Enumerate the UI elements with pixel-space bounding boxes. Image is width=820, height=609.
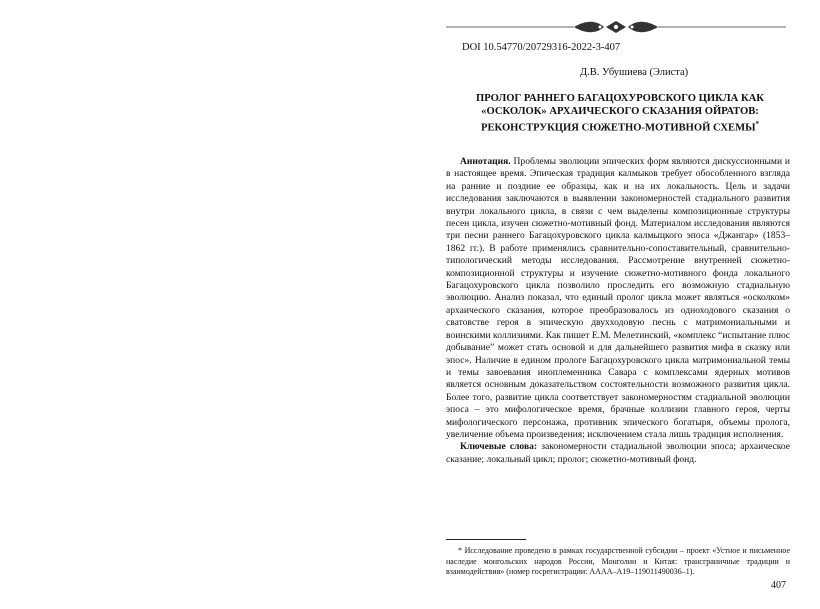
- doi-line[interactable]: DOI 10.54770/20729316-2022-3-407: [462, 42, 621, 53]
- decorative-header-ornament-icon: [446, 20, 786, 34]
- abstract-text: Проблемы эволюции эпических форм являются дискуссионными и в настоящее время. Эпическая традиция калмыков требует обособленного взгляда на ранние и поздние ее образцы, как и на их локальность. Цель и задачи исследования заключаются в выявлении закономерностей стадиального развития внутри локального цикла, в связи с чем выделены композиционные структуры песен цикла, изучен сюжетно-мотивный фонд. Материалом исследования являются три песни раннего Багацохуровского цикла калмыцкого эпоса «Джангар» (1853–1862 гг.). В работе применялись сравнительно-сопоставительный, сравнительно-типологический методы исследования. Рассмотрение внутренней сюжетно-композиционной структуры и изучение сюжетно-мотивного фонда локального Багацохуровского цикла позволило проследить его возможную стадиальную эволюцию. Анализ показал, что единый пролог цикла может являться «осколком» архаического сказания, которое преобразовалось из одноходового сказания о сватовстве героя в эпическую двухходовую песнь с матримониальными и воинскими коллизиями. Как пишет Е.М. Мелетинский, «комплекс “испытание плюс добывание” может стать основой и для дальнейшего развития мифа в сказку или эпос». Наличие в едином прологе Багацохуровского цикла матримониальной темы и темы завоевания иноплеменника Савара с комплексами ядерных мотивов является основным доказательством состоятельности возможного развития цикла. Более того, развитие цикла соответствует закономерностям стадиальной эволюции эпоса – это мифологическое время, брачные коллизии главного героя, черты мифологического персонажа, противник эпического богатыря, объемы пролога, увеличение объема произведения; исключением стала лишь традиция исполнения.: [446, 156, 791, 440]
- keywords-label: Ключевые слова:: [460, 441, 538, 453]
- title-footnote-mark: *: [755, 120, 760, 128]
- abstract-block: [446, 156, 790, 466]
- author-name: Д.В. Убушиева (Элиста): [580, 67, 689, 78]
- article-title: [452, 92, 788, 135]
- abstract-paragraph: [446, 156, 790, 441]
- keywords-paragraph: [446, 441, 790, 466]
- abstract-label: Аннотация.: [460, 156, 511, 167]
- title-line-2: «ОСКОЛОК» АРХАИЧЕСКОГО СКАЗАНИЯ ОЙРАТОВ:: [481, 106, 759, 117]
- footnote-divider: [446, 539, 526, 540]
- title-line-1: ПРОЛОГ РАННЕГО БАГАЦОХУРОВСКОГО ЦИКЛА КАК: [475, 93, 764, 104]
- title-line-3-text: РЕКОНСТРУКЦИЯ СЮЖЕТНО-МОТИВНОЙ СХЕМЫ: [480, 122, 756, 134]
- footnote: * Исследование проведено в рамках государственной субсидии – проект «Устное и письменное наследие монгольских народов России, Монголии и Китая: трансграничные традиции и взаимодействия» (номер госрегистрации: АААА–А19–119011490036–1).: [446, 546, 790, 576]
- keywords-text: закономерности стадиальной эволюции эпоса; архаическое сказание; локальный цикл; пролог; сюжетно-мотивный фонд.: [446, 441, 790, 465]
- page-number: 407: [771, 580, 786, 591]
- title-line-3: [452, 118, 788, 135]
